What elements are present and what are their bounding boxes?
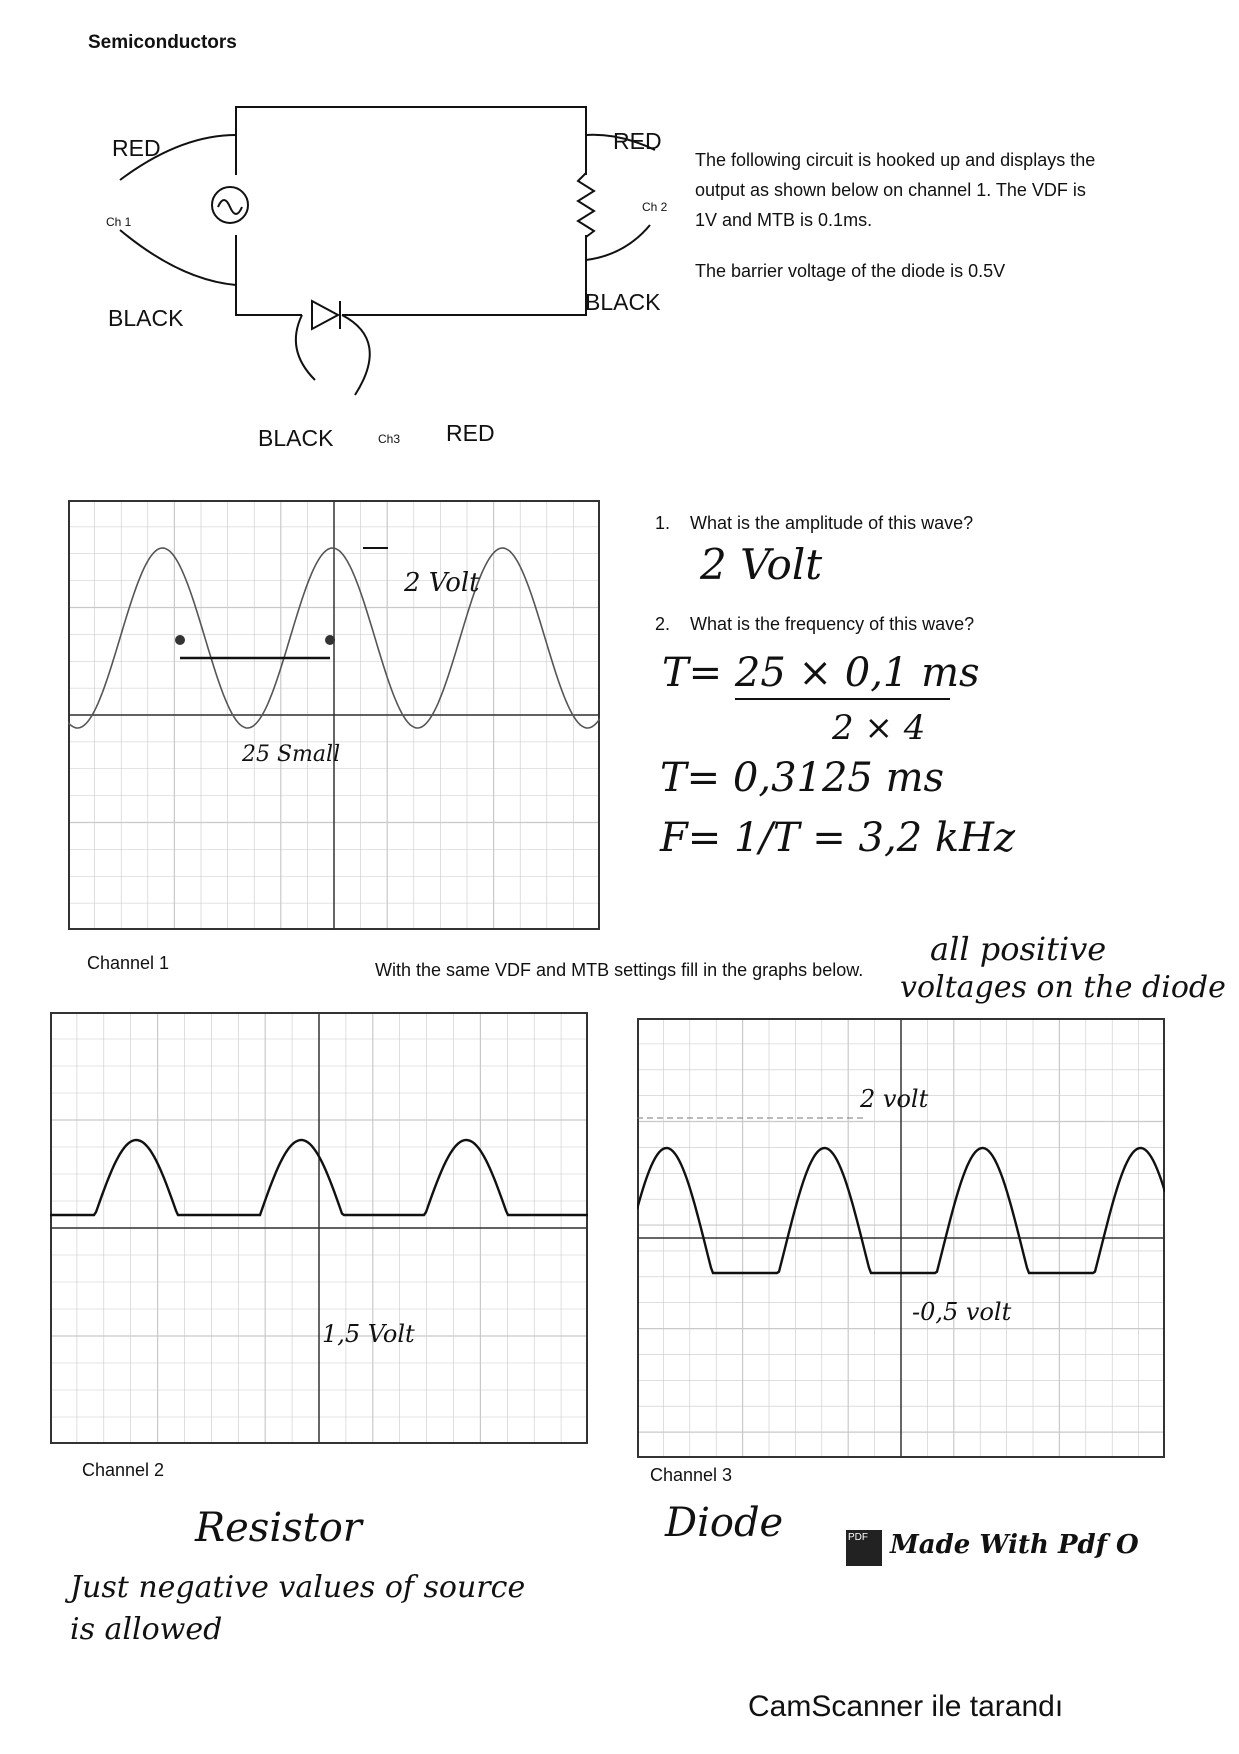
answer-2-line-1: T= 25 × 0,1 ms: [662, 650, 980, 696]
graph1-period-annotation: 25 Small: [242, 742, 341, 767]
graph3-low-annotation: -0,5 volt: [912, 1298, 1012, 1326]
question-1: What is the amplitude of this wave?: [690, 513, 974, 533]
camscanner-footer: CamScanner ile tarandı: [748, 1690, 1064, 1723]
pdf-logo-icon: [846, 1530, 882, 1566]
question-2: What is the frequency of this wave?: [690, 614, 975, 634]
graph1-peak-annotation: 2 Volt: [404, 568, 480, 598]
answer-2-line-2: 2 × 4: [832, 708, 926, 748]
graph3-peak-annotation: 2 volt: [860, 1085, 929, 1113]
channel1-graph: [68, 500, 600, 930]
fraction-bar: [735, 698, 950, 700]
graph3-answer: Diode: [665, 1500, 784, 1546]
channel1-label: Channel 1: [87, 953, 170, 973]
instruction-note-line-2: voltages on the diode: [900, 970, 1226, 1005]
label-ch3: Ch3: [378, 432, 401, 446]
channel2-graph: [50, 1012, 588, 1444]
ch3-red-lead: [342, 315, 370, 395]
question-1-number: 1.: [655, 513, 671, 533]
label-black-bottom: BLACK: [258, 425, 334, 451]
description-line-2: output as shown below on channel 1. The VDF is: [695, 180, 1086, 200]
description-line-3: 1V and MTB is 0.1ms.: [695, 210, 873, 230]
circuit-description: [695, 145, 1095, 235]
answer-1: 2 Volt: [700, 540, 823, 589]
question-2-number: 2.: [655, 614, 671, 634]
channel3-label: Channel 3: [650, 1465, 733, 1485]
circuit-diagram: [80, 95, 700, 455]
instruction-text: With the same VDF and MTB settings fill in the graphs below.: [375, 960, 864, 980]
graph2-note-line-2: is allowed: [70, 1612, 223, 1647]
channel2-label: Channel 2: [82, 1460, 165, 1480]
label-red-top-right: RED: [613, 128, 662, 154]
graph2-annotation: 1,5 Volt: [322, 1320, 415, 1348]
label-ch1: Ch 1: [106, 215, 132, 229]
circuit-loop: [236, 107, 586, 315]
answer-2-line-4: F= 1/T = 3,2 kHz: [660, 815, 1016, 861]
ch1-black-lead: [120, 230, 236, 285]
barrier-voltage-text: The barrier voltage of the diode is 0.5V: [695, 261, 1006, 281]
answer-2-line-3: T= 0,3125 ms: [660, 755, 945, 801]
graph2-answer: Resistor: [195, 1505, 362, 1551]
pdf-logo-text: PDF: [848, 1532, 868, 1543]
page-title: Semiconductors: [88, 32, 237, 53]
watermark-text: Made With Pdf O: [890, 1530, 1139, 1560]
label-red-top-left: RED: [112, 135, 161, 161]
instruction-note-line-1: all positive: [930, 930, 1107, 968]
description-line-1: The following circuit is hooked up and displays the: [695, 150, 1096, 170]
label-ch2: Ch 2: [642, 200, 668, 214]
label-black-left: BLACK: [108, 305, 184, 331]
graph2-note-line-1: Just negative values of source: [70, 1570, 526, 1605]
label-red-bottom: RED: [446, 420, 495, 446]
label-black-right: BLACK: [585, 289, 661, 315]
period-end-dot: [325, 635, 335, 645]
channel3-graph: [637, 1018, 1165, 1458]
period-start-dot: [175, 635, 185, 645]
